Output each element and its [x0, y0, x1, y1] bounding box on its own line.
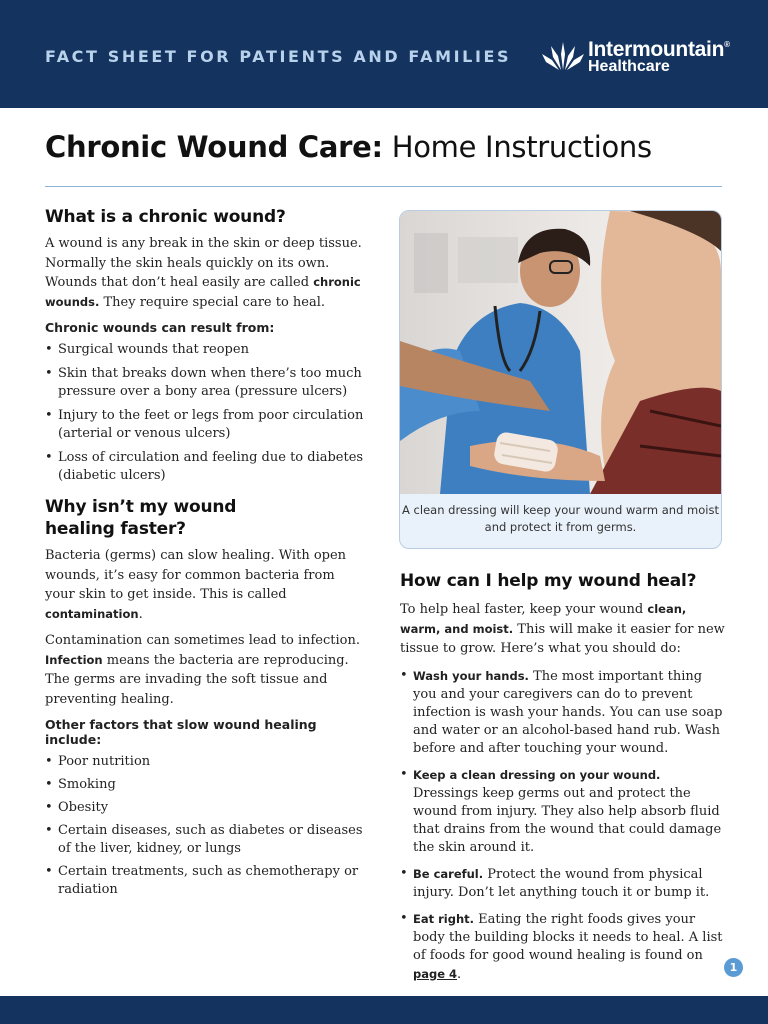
- page-4-link[interactable]: page 4: [413, 966, 458, 981]
- item-lead: Be careful.: [413, 866, 484, 881]
- why-paragraph-2: [45, 631, 365, 709]
- list-item: [400, 865, 725, 902]
- what-text-b: They require special care to heal.: [103, 294, 326, 310]
- list-item: • Skin that breaks down when there’s too much pressure over a bony area (pressure ulcers): [45, 365, 365, 401]
- help-list: [400, 667, 725, 984]
- page-title: [45, 130, 652, 164]
- logo-subtitle: Healthcare: [588, 58, 670, 75]
- list-item: [400, 766, 725, 857]
- term-infection: Infection: [45, 652, 103, 667]
- footer-band: [0, 996, 768, 1024]
- logo-wordmark: Intermountain®: [588, 38, 730, 61]
- item-lead: Keep a clean dressing on your wound.: [413, 767, 661, 782]
- title-regular-part: Home Instructions: [391, 130, 652, 164]
- help-intro-b: This will make it easier for new tissue to grow. Here’s what you should do:: [400, 621, 725, 656]
- item-lead: Wash your hands.: [413, 668, 529, 683]
- item-text: Protect the wound from physical injury. Don’t let anything touch it or bump it.: [413, 866, 710, 900]
- nurse-dressing-wound-photo: [400, 211, 721, 494]
- list-item: [400, 910, 725, 984]
- list-item: • Poor nutrition: [45, 753, 365, 771]
- help-intro: [400, 600, 725, 659]
- list-item: • Loss of circulation and feeling due to diabetes (diabetic ulcers): [45, 449, 365, 485]
- what-text-a: A wound is any break in the skin or deep tissue. Normally the skin heals quickly on its own. Wounds that don’t heal easily are called: [45, 236, 362, 290]
- header-band: [0, 0, 768, 108]
- item-text: Eating the right foods gives your body the building blocks it needs to heal. A list of foods for good wound healing is found on: [413, 911, 723, 963]
- factors-subheading: Other factors that slow wound healing include:: [45, 717, 317, 747]
- term-clean-warm-moist: clean, warm, and moist.: [400, 602, 687, 636]
- list-item: • Certain diseases, such as diabetes or diseases of the liver, kidney, or lungs: [45, 822, 365, 858]
- why-text-end: .: [138, 606, 143, 622]
- list-item: • Injury to the feet or legs from poor circulation (arterial or venous ulcers): [45, 407, 365, 443]
- item-text: Dressings keep germs out and protect the wound from injury. They also help absorb fluid that drains from the wound that could damage the skin around it.: [413, 785, 722, 855]
- factors-list: [45, 753, 365, 899]
- title-divider: [45, 186, 722, 187]
- right-column: [400, 570, 725, 990]
- help-intro-a: To help heal faster, keep your wound: [400, 602, 644, 617]
- what-paragraph: [45, 234, 365, 312]
- item-end: .: [457, 966, 462, 982]
- fact-sheet-kicker: FACT SHEET FOR PATIENTS AND FAMILIES: [45, 47, 512, 66]
- why-paragraph-1: [45, 546, 365, 624]
- causes-subheading: Chronic wounds can result from:: [45, 320, 275, 335]
- help-heading: How can I help my wound heal?: [400, 571, 697, 591]
- list-item: • Smoking: [45, 776, 365, 794]
- why-text-c: Contamination can sometimes lead to infection.: [45, 633, 360, 648]
- why-heading: Why isn’t my wound healing faster?: [45, 497, 237, 539]
- term-contamination: contamination: [45, 606, 139, 621]
- left-column: [45, 206, 365, 904]
- why-text-a: Bacteria (germs) can slow healing. With open wounds, it’s easy for common bacteria from your skin to get inside. This is called: [45, 548, 347, 602]
- list-item: [400, 667, 725, 758]
- item-lead: Eat right.: [413, 911, 475, 926]
- photo-caption: A clean dressing will keep your wound warm and moist and protect it from germs.: [402, 503, 719, 534]
- what-heading: What is a chronic wound?: [45, 207, 286, 227]
- term-chronic-wounds: chronic wounds.: [45, 275, 361, 309]
- item-text: The most important thing you and your caregivers can do to prevent infection is wash your hands. You can use soap and water or an alcohol-based hand rub. Wash before and after touching your wound.: [413, 668, 723, 756]
- why-text-d: means the bacteria are reproducing. The germs are invading the soft tissue and preventing healing.: [45, 652, 349, 707]
- list-item: • Surgical wounds that reopen: [45, 341, 365, 359]
- causes-list: [45, 341, 365, 485]
- list-item: • Certain treatments, such as chemotherapy or radiation: [45, 863, 365, 899]
- photo-card: [399, 210, 722, 549]
- logo-flame-icon: [541, 40, 585, 72]
- intermountain-logo: [541, 38, 741, 80]
- page-number-badge: 1: [724, 958, 743, 977]
- title-bold-part: Chronic Wound Care:: [45, 130, 383, 164]
- list-item: • Obesity: [45, 799, 365, 817]
